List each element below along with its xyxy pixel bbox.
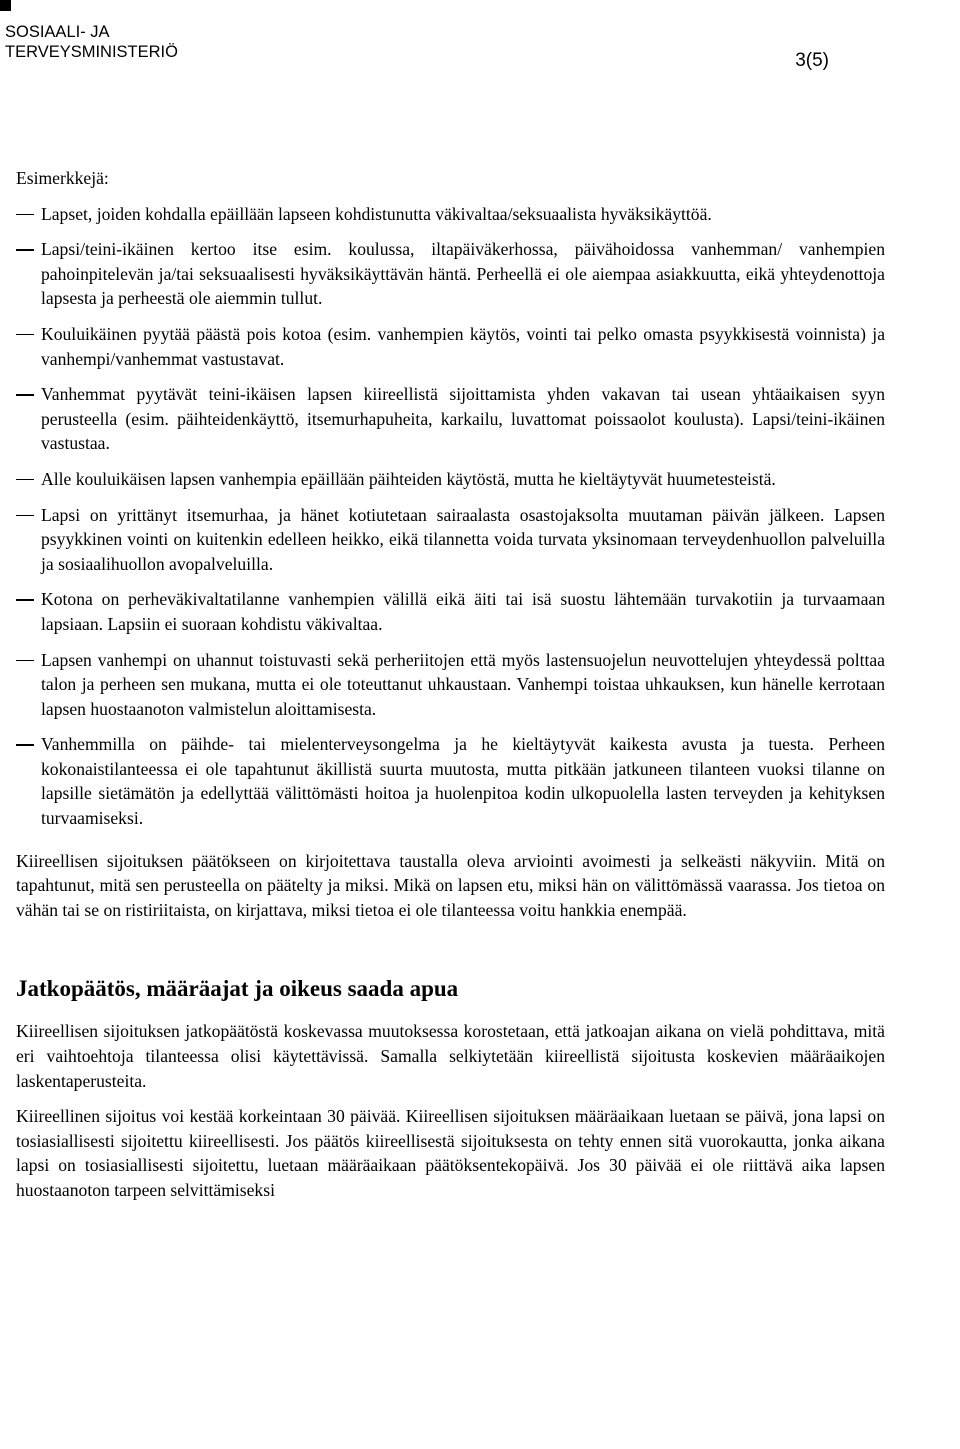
list-item: Lapsen vanhempi on uhannut toistuvasti sekä perheriitojen että myös lastensuojelun neuvottelujen yhteydessä polttaa talon ja perheen sen mukana, mutta ei ole toteuttanut uhkaustaan. Vanhempi toistaa uhkauksen, kun hänelle kerrotaan lapsen huostaanoton valmistelun aloittamisesta. [16, 648, 885, 722]
list-item: Vanhemmat pyytävät teini-ikäisen lapsen kiireellistä sijoittamista yhden vakavan tai usean yhtäaikaisen syyn perusteella (esim. päihteidenkäyttö, itsemurhapuheita, karkailu, luvattomat poissaolot koulusta). Lapsi/teini-ikäinen vastustaa. [16, 382, 885, 456]
section-heading: Jatkopäätös, määräajat ja oikeus saada apua [16, 976, 459, 1002]
page-number: 3(5) [795, 50, 829, 71]
list-item: Alle kouluikäisen lapsen vanhempia epäillään päihteiden käytöstä, mutta he kieltäytyvät huumetesteistä. [16, 467, 885, 492]
list-item: Kouluikäinen pyytää päästä pois kotoa (esim. vanhempien käytös, vointi tai pelko omasta psyykkisestä voinnista) ja vanhempi/vanhemmat vastustavat. [16, 322, 885, 371]
list-item: Vanhemmilla on päihde- tai mielenterveysongelma ja he kieltäytyvät kaikesta avusta ja tuesta. Perheen kokonaistilanteessa ei ole tapahtunut äkillistä suurta muutosta, mutta pitkään jatkuneen tilanteen vuoksi tilanne on lapsille sietämätön ja edellyttää välittömästi hoitoa ja huolenpitoa kodin ulkopuolella lasten terveyden ja kehityksen turvaamiseksi. [16, 732, 885, 830]
corner-mark [0, 0, 11, 11]
ministry-name [5, 22, 178, 62]
list-item: Lapsi/teini-ikäinen kertoo itse esim. koulussa, iltapäiväkerhossa, päivähoidossa vanhemman/ vanhempien pahoinpitelevän ja/tai seksuaalisesti hyväksikäyttävän häntä. Perheellä ei ole aiempaa asiakkuutta, eikä yhteydenottoja lapsesta ja perheestä ole aiemmin tullut. [16, 237, 885, 311]
examples-label: Esimerkkejä: [16, 168, 109, 188]
list-item: Kotona on perheväkivaltatilanne vanhempien välillä eikä äiti tai isä suostu lähtemään turvakotiin ja turvaamaan lapsiaan. Lapsiin ei suoraan kohdistu väkivaltaa. [16, 587, 885, 636]
list-item: Lapsi on yrittänyt itsemurhaa, ja hänet kotiutetaan sairaalasta osastojaksolta muutaman päivän jälkeen. Lapsen psyykkinen vointi on kuitenkin edelleen heikko, eikä tilannetta voida turvata yksinomaan terveydenhuollon palveluilla ja sosiaalihuollon avopalveluilla. [16, 503, 885, 577]
examples-list [16, 202, 885, 831]
ministry-name-line-2: TERVEYSMINISTERIÖ [5, 43, 178, 61]
decision-paragraph: Kiireellisen sijoituksen päätökseen on kirjoitettava taustalla oleva arviointi avoimesti ja selkeästi näkyviin. Mitä on tapahtunut, mitä sen perusteella on päätelty ja miksi. Mikä on lapsen etu, miksi hän on välittömässä vaarassa. Jos tietoa on vähän tai se on ristiriitaista, on kirjattava, miksi tietoa ei ole tilanteessa voitu hankkia enempää. [16, 850, 885, 920]
list-item: Lapset, joiden kohdalla epäillään lapseen kohdistunutta väkivaltaa/seksuaalista hyväksikäyttöä. [16, 202, 885, 227]
followup-paragraph: Kiireellisen sijoituksen jatkopäätöstä koskevassa muutoksessa korostetaan, että jatkoajan aikana on vielä pohdittava, mitä eri vaihtoehtoja tilanteessa olisi käytettävissä. Samalla selkiytetään kiireellistä sijoitusta koskevien määräaikojen laskentaperusteita. [16, 1021, 885, 1091]
document-body [16, 166, 885, 1203]
ministry-name-line-1: SOSIAALI- JA [5, 23, 110, 41]
duration-paragraph: Kiireellinen sijoitus voi kestää korkeintaan 30 päivää. Kiireellisen sijoituksen määräaikaan luetaan se päivä, jona lapsi on tosiasiallisesti sijoitettu kiireellisesti. Jos päätös kiireellisestä sijoituksesta on tehty ennen sitä vuorokautta, jonka aikana lapsi on tosiasiallisesti sijoitettu, luetaan määräaikaan päätöksentekopäivä. Jos 30 päivää ei ole riittävä aika lapsen huostaanoton tarpeen selvittämiseksi [16, 1106, 885, 1200]
